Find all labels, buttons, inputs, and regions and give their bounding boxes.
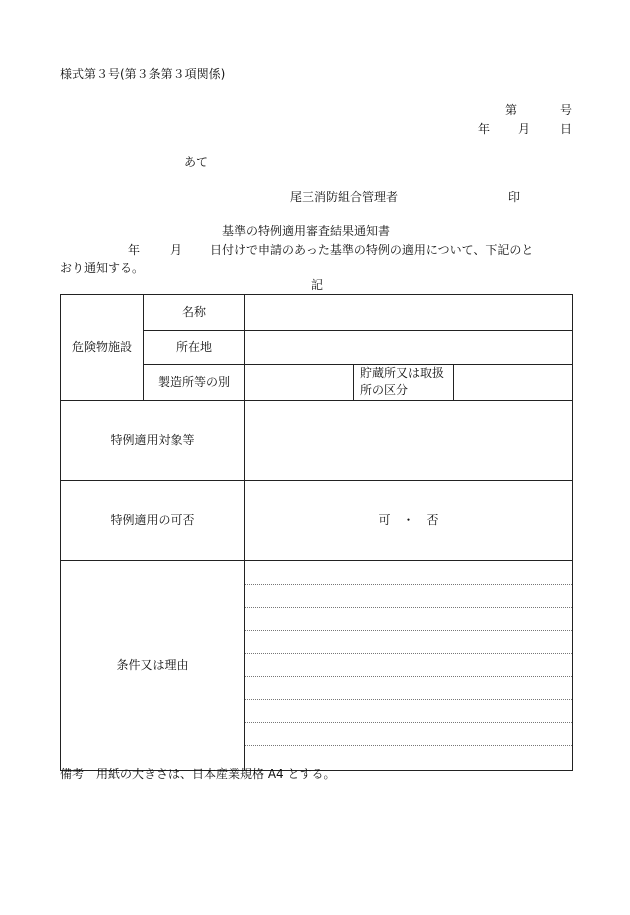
location-label-cell <box>144 331 245 365</box>
approval-label-cell <box>61 480 245 560</box>
document-title: 基準の特例適用審査結果通知書 <box>222 224 391 238</box>
ruled-line <box>245 607 572 608</box>
approval-value: 可 ・ 否 <box>378 512 439 527</box>
ruled-line <box>245 584 572 585</box>
body-year: 年 <box>128 243 141 257</box>
date-day: 日 <box>560 122 573 136</box>
category-label: 製造所等の別 <box>157 374 230 389</box>
ruled-lines <box>245 561 572 770</box>
target-label: 特例適用対象等 <box>110 432 195 447</box>
conditions-label-cell <box>61 560 245 770</box>
ruled-line <box>245 722 572 723</box>
ruled-line <box>245 653 572 654</box>
name-label-cell <box>144 295 245 331</box>
facility-label: 危険物施設 <box>71 339 132 354</box>
doc-number-dai: 第 <box>505 103 518 117</box>
facility-label-cell <box>61 295 144 401</box>
storage-field[interactable] <box>454 365 573 401</box>
conditions-label: 条件又は理由 <box>116 657 189 672</box>
seal-mark: 印 <box>508 190 521 204</box>
approval-label: 特例適用の可否 <box>110 512 195 527</box>
target-field[interactable] <box>245 400 573 480</box>
conditions-field[interactable] <box>245 560 573 770</box>
location-label: 所在地 <box>175 339 212 354</box>
ruled-line <box>245 630 572 631</box>
date-year: 年 <box>478 122 491 136</box>
ruled-line <box>245 745 572 746</box>
form-number: 様式第３号(第３条第３項関係) <box>60 67 226 81</box>
name-field[interactable] <box>245 295 573 331</box>
application-table <box>60 294 573 771</box>
ruled-line <box>245 699 572 700</box>
issuer: 尾三消防組合管理者 <box>290 190 399 204</box>
body-month: 月 <box>170 243 183 257</box>
category-label-cell <box>144 365 245 401</box>
remarks: 備考 用紙の大きさは、日本産業規格 A4 とする。 <box>60 767 336 781</box>
doc-number-go: 号 <box>560 103 573 117</box>
storage-label-cell <box>354 365 454 401</box>
body-text-line1: 日付けで申請のあった基準の特例の適用について、下記のと <box>210 243 534 257</box>
ki-heading: 記 <box>311 278 324 292</box>
approval-field[interactable] <box>245 480 573 560</box>
addressee: あて <box>184 155 209 169</box>
target-label-cell <box>61 400 245 480</box>
date-month: 月 <box>518 122 531 136</box>
storage-label: 貯蔵所又は取扱所の区分 <box>360 366 445 398</box>
ruled-line <box>245 676 572 677</box>
category-field[interactable] <box>245 365 354 401</box>
location-field[interactable] <box>245 331 573 365</box>
body-text-line2: おり通知する。 <box>60 261 145 275</box>
name-label: 名称 <box>181 304 206 319</box>
